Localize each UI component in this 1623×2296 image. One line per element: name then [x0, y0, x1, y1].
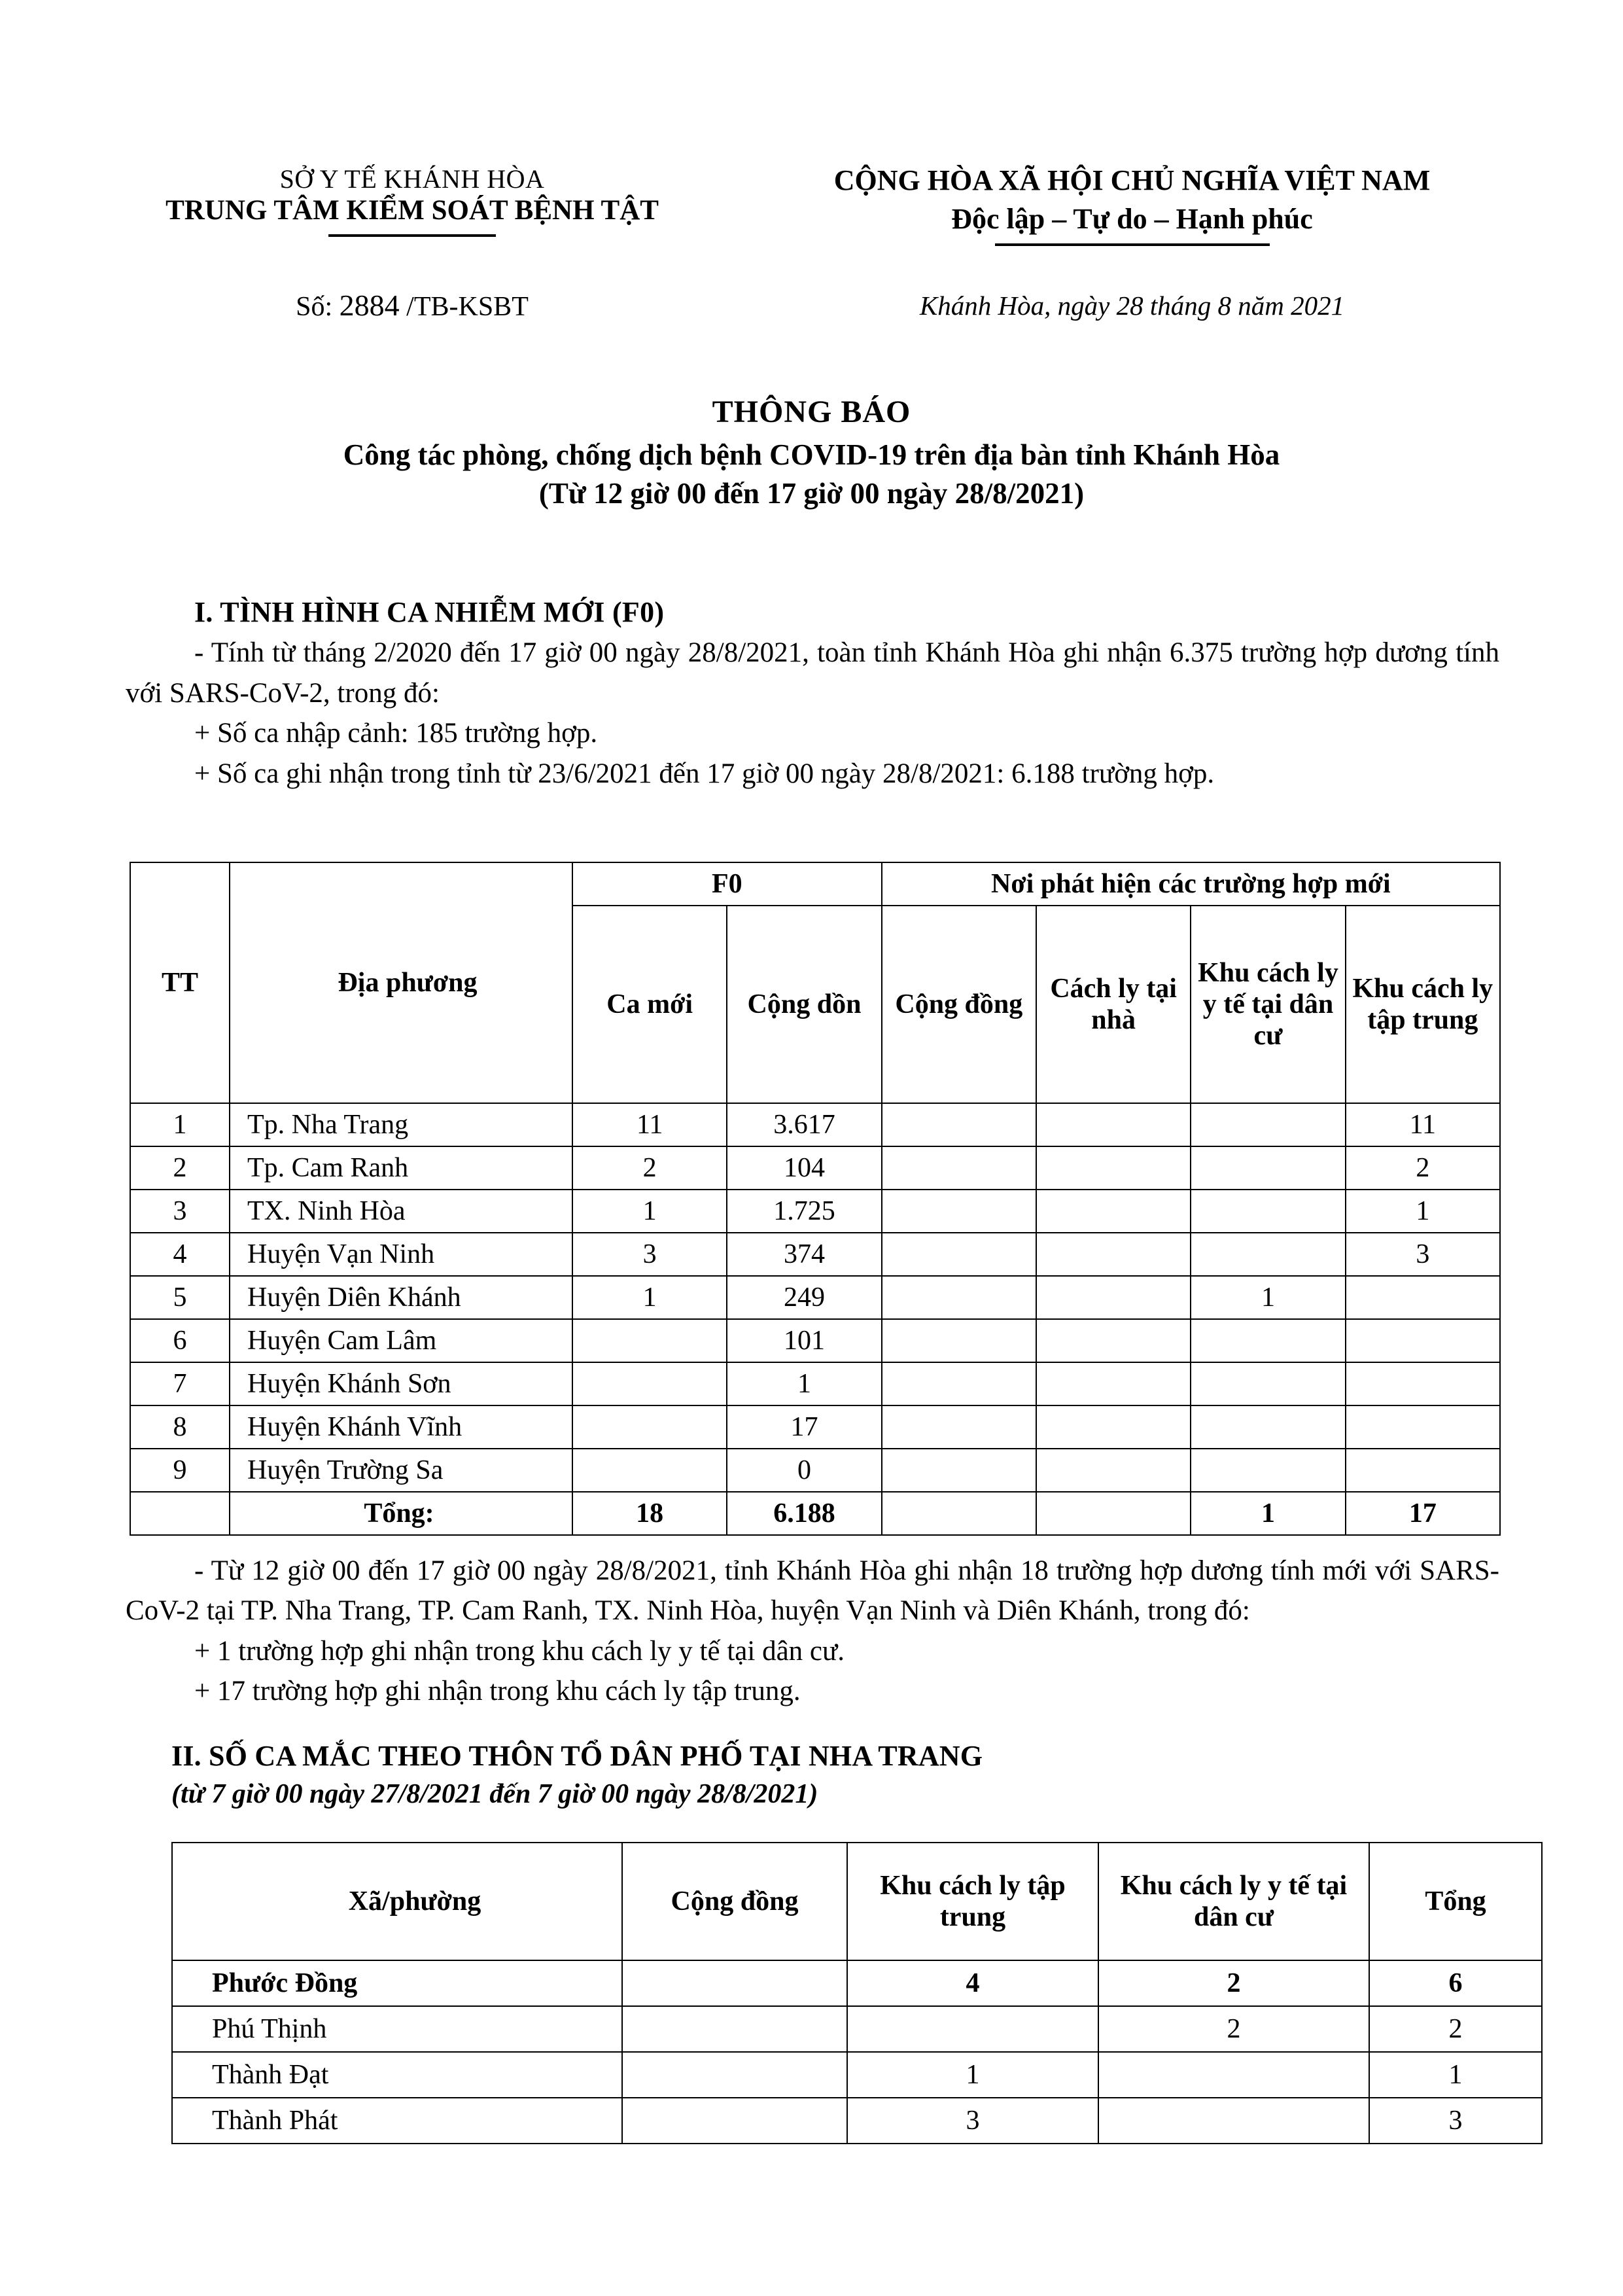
cell-cumulative: 104: [727, 1146, 881, 1190]
table-f0-by-locality: [130, 862, 1501, 1536]
table-row: [130, 1103, 1500, 1146]
cell-residential-quarantine: 2: [1098, 2006, 1369, 2052]
cell-community: [882, 1405, 1036, 1449]
cell-community: [882, 1362, 1036, 1405]
table-row: [130, 1233, 1500, 1276]
cell-total-central-quarantine: 17: [1346, 1492, 1500, 1535]
cell-cumulative: 101: [727, 1319, 881, 1362]
cell-tt: 4: [130, 1233, 230, 1276]
cell-central-quarantine: 4: [847, 1960, 1098, 2006]
th-group-f0: F0: [572, 862, 882, 906]
center-name: TRUNG TÂM KIỂM SOÁT BỆNH TẬT: [166, 195, 659, 226]
cell-tt: 7: [130, 1362, 230, 1405]
section-two-subheading: (từ 7 giờ 00 ngày 27/8/2021 đến 7 giờ 00 ngày 28/8/2021): [171, 1778, 818, 1809]
section-one-bullet-1: + 1 trường hợp ghi nhận trong khu cách ly y tế tại dân cư.: [194, 1635, 845, 1667]
letterhead-divider-right: [995, 243, 1270, 246]
cell-residential-quarantine: 1: [1191, 1276, 1345, 1319]
national-motto: Độc lập – Tự do – Hạnh phúc: [951, 202, 1313, 235]
section-one-para-2: + Số ca nhập cảnh: 185 trường hợp.: [194, 718, 598, 749]
cell-tt: 2: [130, 1146, 230, 1190]
cell-community: [882, 1233, 1036, 1276]
cell-new-cases: 2: [572, 1146, 727, 1190]
cell-new-cases: 11: [572, 1103, 727, 1146]
cell-community: [622, 2098, 847, 2144]
table-row: [172, 2052, 1542, 2098]
cell-cumulative: 0: [727, 1449, 881, 1492]
cell-locality: Tp. Cam Ranh: [230, 1146, 572, 1190]
cell-home-quarantine: [1036, 1146, 1191, 1190]
cell-tt: 3: [130, 1190, 230, 1233]
cell-central-quarantine: 1: [1346, 1190, 1500, 1233]
th-group-detection-place: Nơi phát hiện các trường hợp mới: [882, 862, 1500, 906]
cell-new-cases: [572, 1319, 727, 1362]
country-name: CỘNG HÒA XÃ HỘI CHỦ NGHĨA VIỆT NAM: [833, 164, 1431, 196]
table-header-row-1: [130, 862, 1500, 906]
cell-residential-quarantine: [1191, 1449, 1345, 1492]
section-one-continued: [126, 1551, 1499, 1712]
cell-new-cases: 1: [572, 1276, 727, 1319]
national-header: [746, 164, 1623, 246]
cell-cumulative: 1: [727, 1362, 881, 1405]
cell-central-quarantine: 3: [847, 2098, 1098, 2144]
table-row: [130, 1190, 1500, 1233]
cell-tt: 1: [130, 1103, 230, 1146]
cell-central-quarantine: [1346, 1319, 1500, 1362]
table-row: [130, 1146, 1500, 1190]
cell-central-quarantine: [1346, 1449, 1500, 1492]
th-community: Cộng đồng: [882, 906, 1036, 1103]
issuing-organization: [0, 164, 746, 237]
cell-locality: Tp. Nha Trang: [230, 1103, 572, 1146]
department-name: SỞ Y TẾ KHÁNH HÒA: [279, 164, 545, 194]
cell-total-cumulative: 6.188: [727, 1492, 881, 1535]
th-ward-residential-quarantine: Khu cách ly y tế tại dân cư: [1098, 1843, 1369, 1960]
section-two-heading: II. SỐ CA MẮC THEO THÔN TỔ DÂN PHỐ TẠI NHA TRANG: [171, 1740, 983, 1772]
cell-tt: 8: [130, 1405, 230, 1449]
cell-residential-quarantine: [1191, 1405, 1345, 1449]
th-ward-central-quarantine: Khu cách ly tập trung: [847, 1843, 1098, 1960]
cell-total: 2: [1369, 2006, 1542, 2052]
cell-community: [882, 1103, 1036, 1146]
cell-tt: 5: [130, 1276, 230, 1319]
cell-residential-quarantine: [1191, 1233, 1345, 1276]
cell-central-quarantine: 1: [847, 2052, 1098, 2098]
cell-locality: Huyện Khánh Sơn: [230, 1362, 572, 1405]
cell-new-cases: 3: [572, 1233, 727, 1276]
table-ward-header-row: [172, 1843, 1542, 1960]
cell-residential-quarantine: [1191, 1146, 1345, 1190]
table-row: [130, 1405, 1500, 1449]
th-ward-community: Cộng đồng: [622, 1843, 847, 1960]
page-title: THÔNG BÁO: [712, 395, 911, 429]
cell-new-cases: [572, 1449, 727, 1492]
th-ward: Xã/phường: [172, 1843, 622, 1960]
cell-community: [882, 1319, 1036, 1362]
cell-ward: Phước Đồng: [172, 1960, 622, 2006]
document-number-value: 2884: [339, 289, 400, 322]
cell-central-quarantine: [847, 2006, 1098, 2052]
cell-home-quarantine: [1036, 1449, 1191, 1492]
cell-residential-quarantine: [1191, 1103, 1345, 1146]
th-home-quarantine: Cách ly tại nhà: [1036, 906, 1191, 1103]
section-one-heading: I. TÌNH HÌNH CA NHIỄM MỚI (F0): [194, 596, 665, 628]
cell-community: [622, 2006, 847, 2052]
cell-locality: Huyện Khánh Vĩnh: [230, 1405, 572, 1449]
title-subtitle: Công tác phòng, chống dịch bệnh COVID-19 trên địa bàn tỉnh Khánh Hòa: [343, 438, 1280, 472]
section-one: [126, 592, 1499, 794]
cell-home-quarantine: [1036, 1190, 1191, 1233]
cell-residential-quarantine: [1191, 1190, 1345, 1233]
th-new-cases: Ca mới: [572, 906, 727, 1103]
cell-ward: Thành Phát: [172, 2098, 622, 2144]
cell-community: [882, 1190, 1036, 1233]
cell-cumulative: 374: [727, 1233, 881, 1276]
letterhead-divider-left: [328, 234, 496, 237]
table-f0-header: [130, 862, 1500, 1103]
cell-ward: Phú Thịnh: [172, 2006, 622, 2052]
cell-tt: 9: [130, 1449, 230, 1492]
cell-central-quarantine: [1346, 1276, 1500, 1319]
cell-locality: TX. Ninh Hòa: [230, 1190, 572, 1233]
table-row: [130, 1319, 1500, 1362]
title-period: (Từ 12 giờ 00 đến 17 giờ 00 ngày 28/8/2021): [538, 476, 1085, 510]
cell-home-quarantine: [1036, 1103, 1191, 1146]
th-locality: Địa phương: [230, 862, 572, 1103]
place-and-date: Khánh Hòa, ngày 28 tháng 8 năm 2021: [919, 291, 1345, 321]
cell-locality: Huyện Vạn Ninh: [230, 1233, 572, 1276]
table-row: [172, 1960, 1542, 2006]
cell-total: 1: [1369, 2052, 1542, 2098]
cell-cumulative: 17: [727, 1405, 881, 1449]
section-one-para-3: + Số ca ghi nhận trong tỉnh từ 23/6/2021 đến 17 giờ 00 ngày 28/8/2021: 6.188 trường hợp.: [194, 758, 1215, 789]
table-row: [172, 2006, 1542, 2052]
cell-community: [882, 1146, 1036, 1190]
cell-cumulative: 1.725: [727, 1190, 881, 1233]
cell-home-quarantine: [1036, 1405, 1191, 1449]
cell-total: 6: [1369, 1960, 1542, 2006]
table-f0-body: [130, 1103, 1500, 1535]
cell-ward: Thành Đạt: [172, 2052, 622, 2098]
cell-new-cases: [572, 1362, 727, 1405]
cell-residential-quarantine: [1191, 1362, 1345, 1405]
section-one-para-4: - Từ 12 giờ 00 đến 17 giờ 00 ngày 28/8/2021, tỉnh Khánh Hòa ghi nhận 18 trường hợp dương tính mới với SARS-CoV-2 tại TP. Nha Trang, TP. Cam Ranh, TX. Ninh Hòa, huyện Vạn Ninh và Diên Khánh, trong đó:: [126, 1555, 1499, 1627]
cell-total-tt: [130, 1492, 230, 1535]
cell-central-quarantine: [1346, 1405, 1500, 1449]
th-ward-total: Tổng: [1369, 1843, 1542, 1960]
cell-locality: Huyện Trường Sa: [230, 1449, 572, 1492]
cell-home-quarantine: [1036, 1362, 1191, 1405]
cell-central-quarantine: 3: [1346, 1233, 1500, 1276]
cell-total-home-quarantine: [1036, 1492, 1191, 1535]
cell-residential-quarantine: [1191, 1319, 1345, 1362]
cell-locality: Huyện Diên Khánh: [230, 1276, 572, 1319]
cell-total: 3: [1369, 2098, 1542, 2144]
cell-home-quarantine: [1036, 1276, 1191, 1319]
table-row: [130, 1449, 1500, 1492]
cell-community: [882, 1449, 1036, 1492]
letterhead: [0, 164, 1623, 246]
cell-locality: Huyện Cam Lâm: [230, 1319, 572, 1362]
cell-central-quarantine: 2: [1346, 1146, 1500, 1190]
th-central-quarantine: Khu cách ly tập trung: [1346, 906, 1500, 1103]
th-cumulative: Cộng dồn: [727, 906, 881, 1103]
cell-total-residential-quarantine: 1: [1191, 1492, 1345, 1535]
cell-residential-quarantine: [1098, 2098, 1369, 2144]
cell-home-quarantine: [1036, 1319, 1191, 1362]
cell-cumulative: 249: [727, 1276, 881, 1319]
table-row: [172, 2098, 1542, 2144]
cell-new-cases: 1: [572, 1190, 727, 1233]
th-residential-quarantine: Khu cách ly y tế tại dân cư: [1191, 906, 1345, 1103]
cell-community: [622, 1960, 847, 2006]
th-tt: TT: [130, 862, 230, 1103]
table-row: [130, 1362, 1500, 1405]
section-one-bullet-2: + 17 trường hợp ghi nhận trong khu cách ly tập trung.: [194, 1676, 801, 1707]
cell-community: [622, 2052, 847, 2098]
document-number-suffix: /TB-KSBT: [406, 292, 529, 322]
section-one-para-1: - Tính từ tháng 2/2020 đến 17 giờ 00 ngày 28/8/2021, toàn tỉnh Khánh Hòa ghi nhận 6.375 trường hợp dương tính với SARS-CoV-2, trong đó:: [126, 637, 1499, 709]
table-row: [130, 1276, 1500, 1319]
cell-total-label: Tổng:: [230, 1492, 572, 1535]
document-number: [0, 288, 746, 323]
table-ward-body: [172, 1960, 1542, 2144]
cell-new-cases: [572, 1405, 727, 1449]
cell-residential-quarantine: 2: [1098, 1960, 1369, 2006]
cell-central-quarantine: [1346, 1362, 1500, 1405]
cell-cumulative: 3.617: [727, 1103, 881, 1146]
table-cases-by-ward: [171, 1842, 1543, 2144]
section-two: [126, 1737, 1499, 1812]
cell-community: [882, 1276, 1036, 1319]
cell-total-new-cases: 18: [572, 1492, 727, 1535]
document-title-block: [0, 393, 1623, 512]
table-total-row: [130, 1492, 1500, 1535]
cell-total-community: [882, 1492, 1036, 1535]
cell-tt: 6: [130, 1319, 230, 1362]
cell-residential-quarantine: [1098, 2052, 1369, 2098]
cell-central-quarantine: 11: [1346, 1103, 1500, 1146]
table-ward-header: [172, 1843, 1542, 1960]
document-number-label: Số:: [296, 292, 333, 322]
cell-home-quarantine: [1036, 1233, 1191, 1276]
